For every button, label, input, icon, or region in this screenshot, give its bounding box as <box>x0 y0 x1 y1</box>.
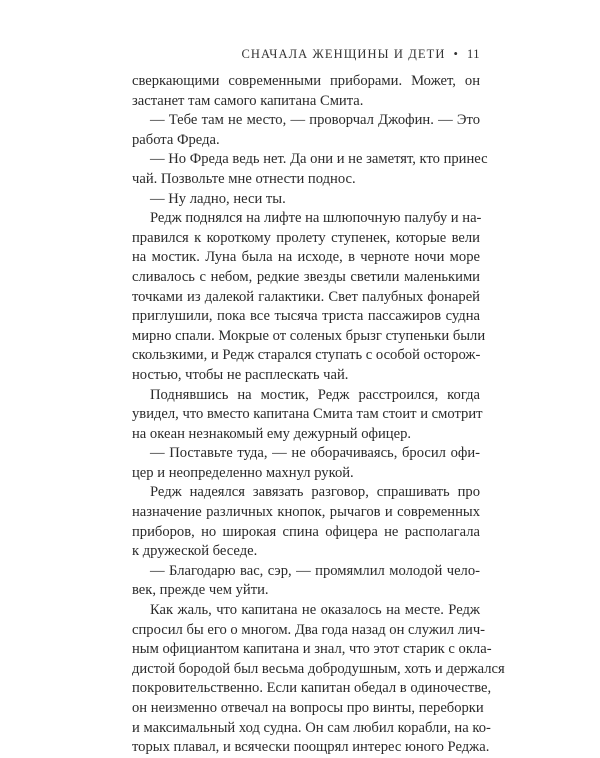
text-line: и максимальный ход судна. Он сам любил корабли, на ко- <box>132 719 491 736</box>
text-line: застанет там самого капитана Смита. <box>132 92 364 109</box>
text-line: — Поставьте туда, — не оборачиваясь, бросил офи- <box>150 445 480 462</box>
text-line: торых плавал, и всячески поощрял интерес юного Реджа. <box>132 739 490 756</box>
running-head <box>241 47 480 62</box>
body-text <box>132 72 505 758</box>
text-line: покровительственно. Если капитан обедал в одиночестве, <box>132 680 492 697</box>
text-line: Как жаль, что капитана не оказалось на месте. Редж <box>150 602 480 619</box>
text-line: ностью, чтобы не расплескать чай. <box>132 366 349 383</box>
text-line: — Благодарю вас, сэр, — промямлил молодой чело- <box>150 562 480 579</box>
text-line: назначение различных кнопок, рычагов и современных <box>132 504 480 521</box>
text-line: Редж надеялся завязать разговор, спрашивать про <box>150 484 480 501</box>
text-line: Поднявшись на мостик, Редж расстроился, когда <box>150 386 480 403</box>
running-title: СНАЧАЛА ЖЕНЩИНЫ И ДЕТИ <box>241 47 446 61</box>
text-line: ным официантом капитана и знал, что этот старик с окла- <box>132 641 492 658</box>
text-line: цер и неопределенно махнул рукой. <box>132 464 354 481</box>
text-line: чай. Позвольте мне отнести поднос. <box>132 170 356 187</box>
header-separator: • <box>453 47 459 61</box>
text-line: дистой бородой был весьма добродушным, хоть и держался <box>132 660 505 677</box>
text-line: — Тебе там не место, — проворчал Джофин. — Это <box>150 112 480 129</box>
text-line: к дружеской беседе. <box>132 543 258 560</box>
text-line: правился к короткому пролету ступенек, которые вели <box>132 229 480 246</box>
text-line: точками из далекой галактики. Свет палубных фонарей <box>132 288 480 305</box>
text-line: сливалось с небом, редкие звезды светили маленькими <box>132 268 480 285</box>
text-line: век, прежде чем уйти. <box>132 582 269 599</box>
text-line: спросил бы его о многом. Два года назад он служил лич- <box>132 621 486 638</box>
text-line: приглушили, пока все тысяча триста пассажиров судна <box>132 308 480 325</box>
text-line: мирно спали. Мокрые от соленых брызг ступеньки были <box>132 327 486 344</box>
text-line: сверкающими современными приборами. Может, он <box>132 73 480 89</box>
text-line: приборов, но широкая спина офицера не располагала <box>132 523 480 540</box>
text-line: Редж поднялся на лифте на шлюпочную палубу и на- <box>150 210 482 227</box>
text-line: — Ну ладно, неси ты. <box>150 190 286 207</box>
text-line: работа Фреда. <box>132 131 220 148</box>
text-line: он неизменно отвечал на вопросы про винты, переборки <box>132 700 484 716</box>
page-number: 11 <box>466 47 480 61</box>
text-line: увидел, что вместо капитана Смита там стоит и смотрит <box>132 406 483 423</box>
text-line: на океан незнакомый ему дежурный офицер. <box>132 425 412 442</box>
text-line: на мостик. Луна была на исходе, в черноте ночи море <box>132 249 480 266</box>
text-line: — Но Фреда ведь нет. Да они и не заметят, кто принес <box>150 151 488 168</box>
text-line: скользкими, и Редж старался ступать с особой осторож- <box>132 347 481 364</box>
